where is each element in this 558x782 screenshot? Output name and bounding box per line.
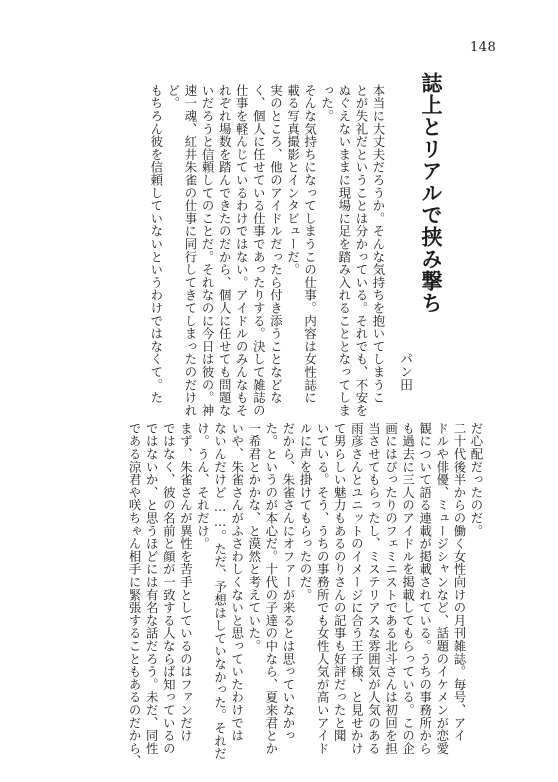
text-line: ないんだけど……。ただ、予想はしていなかった。それだ — [212, 422, 228, 760]
text-line: ルに声を掛けてもらったのだ。 — [298, 422, 314, 602]
text-line: そんな気持ちになってしまうこの仕事。内容は女性誌に — [302, 84, 318, 404]
text-line: ではないか、と思うほどには有名な話だろう。未だ、同性 — [144, 422, 160, 755]
text-line: も過去に三人のアイドルを掲載してもらっている。この企 — [400, 422, 416, 755]
text-line: 実のところ、他のアイドルだったら付き添うことなどな — [268, 84, 284, 404]
text-line: ど。 — [165, 84, 181, 110]
text-line: いだろうと信頼してのことだ。それなのに今日は彼の。神 — [200, 84, 216, 417]
upper-text-lines — [145, 84, 386, 417]
text-line: もちろん彼を信頼していないというわけではなくて。た — [148, 84, 164, 404]
text-line: 画にはぴったりのフェミニストである北斗さんは初回を担 — [383, 422, 399, 755]
author-name: パン田 — [397, 352, 412, 391]
text-line: だから、朱雀さんにオファーが来るとは思っていなかっ — [280, 422, 296, 742]
text-line: ドルや俳優、ミュージシャンなど、話題のイケメンが恋愛 — [434, 422, 450, 755]
body-text-upper — [145, 84, 386, 417]
text-line: て男らしい魅力もあるのりさんの記事も好評だったと聞 — [332, 422, 348, 742]
lower-text-lines — [123, 422, 484, 768]
text-line: た。というのが本心だ。十代の子達の中なら、夏来君とか — [263, 422, 279, 755]
text-line: ではなく、彼の名前と顔が一致する人ならば知っているの — [161, 422, 177, 755]
text-line: 雨彦さんとユニットのイメージに合う王子様、と見せかけ — [349, 422, 365, 755]
text-line: 一希君とかかな、と漠然と考えていた。 — [246, 422, 262, 653]
text-line: 速一魂、紅井朱雀の仕事に同行してきてしまったのだけれ — [182, 84, 198, 417]
text-line: け。うん、それだけ。 — [195, 422, 211, 550]
text-line: まず、朱雀さんが異性を苦手としているのはファンだけ — [178, 422, 194, 742]
text-line: ぬぐえないままに現場に足を踏み入れることとなってしま — [336, 84, 352, 417]
text-line: 当させてもらったし、ミステリアスな雰囲気が人気のある — [366, 422, 382, 755]
text-line: いている。そう、うちの事務所でも女性人気が高いアイド — [315, 422, 331, 755]
text-line: 仕事を軽んじているわけではない。アイドルのみんなもそ — [234, 84, 250, 417]
text-line: く、個人に任せている仕事であったりする。決して雑誌の — [251, 84, 267, 417]
page-number: 148 — [470, 40, 497, 55]
text-line: れぞれ場数を踏んできたのだから、個人に任せても問題な — [217, 84, 233, 417]
text-line: とが失礼だということは分かっている。それでも、不安を — [353, 84, 369, 417]
text-line: 二十代後半からの働く女性向けの月刊雑誌。毎号、アイ — [451, 422, 467, 742]
body-text-lower — [123, 422, 484, 768]
text-line: 観について語る連載が掲載されている。うちの事務所から — [417, 422, 433, 755]
text-line: だ心配だったのだ。 — [469, 422, 484, 538]
text-line: いや、朱雀さんがふさわしくないと思っていたわけでは — [229, 422, 245, 742]
chapter-title: 誌上とリアルで挟み撃ち — [419, 72, 443, 314]
text-line: 載る写真撮影とインタビューだ。 — [285, 84, 301, 276]
text-line: である涼君や咲ちゃん相手に緊張することもあるのだから、 — [127, 422, 143, 768]
text-line: った。 — [319, 84, 335, 123]
text-line: 本当に大丈夫だろうか。そんな気持ちを抱いてしまうこ — [371, 84, 386, 404]
